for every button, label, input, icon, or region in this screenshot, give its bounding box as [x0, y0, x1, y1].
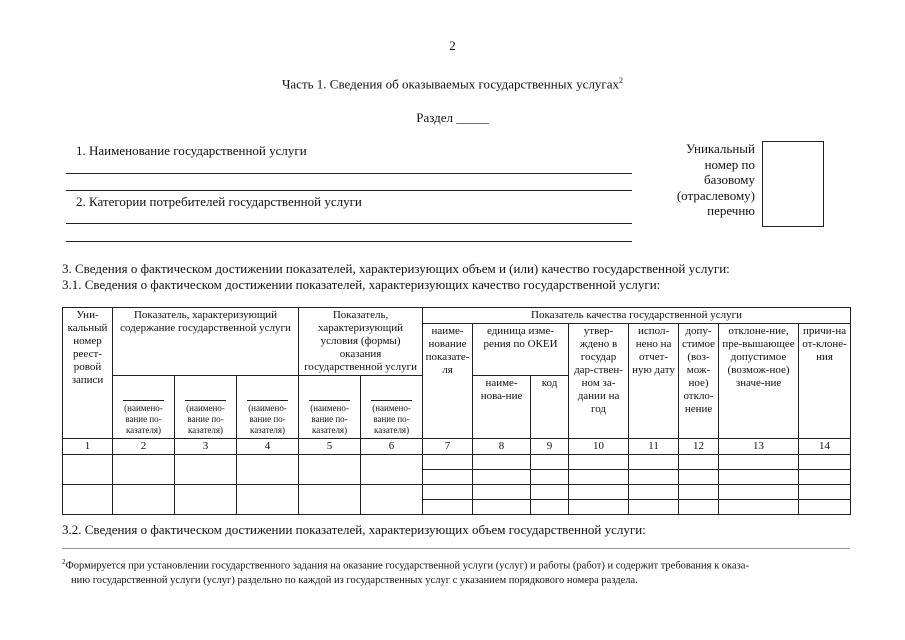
col-number: 12 [679, 439, 719, 455]
table-cell[interactable] [63, 455, 113, 485]
table-cell[interactable] [113, 485, 175, 515]
table-cell[interactable] [679, 470, 719, 485]
table-cell[interactable] [569, 485, 629, 500]
service-name-line-1[interactable] [66, 173, 632, 174]
header-unique-number: Уни-кальный номер реест-ровой записи [63, 308, 113, 439]
table-cell[interactable] [473, 470, 531, 485]
page-number: 2 [449, 38, 456, 53]
footnote-text-2: нию государственной услуги (услуг) раздельно по каждой из государственных услуг с указанием порядкового номера раздела. [71, 574, 638, 586]
col-number: 5 [299, 439, 361, 455]
section-3-heading: 3. Сведения о фактическом достижении показателей, характеризующих объем и (или) качество государственной услуги: [62, 261, 730, 276]
header-content-indicator: Показатель, характеризующий содержание государственной услуги [113, 308, 299, 376]
table-cell[interactable] [531, 485, 569, 500]
unique-code-line: (отраслевому) [676, 187, 755, 203]
table-cell[interactable] [423, 470, 473, 485]
table-cell[interactable] [361, 455, 423, 485]
col-number: 8 [473, 439, 531, 455]
header-unit-name: наиме-нова-ние [473, 376, 531, 439]
header-indicator-name: наиме-нование показате-ля [423, 324, 473, 439]
table-cell[interactable] [629, 470, 679, 485]
table-cell[interactable] [799, 470, 851, 485]
table-row [63, 455, 851, 470]
header-approved: утвер-ждено в государ дар-ствен-ном за-дании на год [569, 324, 629, 439]
table-cell[interactable] [299, 485, 361, 515]
unique-code-line: базовому [704, 172, 755, 187]
table-cell[interactable] [679, 455, 719, 470]
table-cell[interactable] [569, 470, 629, 485]
table-cell[interactable] [473, 500, 531, 515]
table-cell[interactable] [113, 455, 175, 485]
header-exceeding-deviation: отклоне-ние, пре-вышающее допустимое (возмож-ное) значе-ние [719, 324, 799, 439]
subheader-content-1[interactable]: (наимено-вание по-казателя) [113, 376, 175, 439]
subheader-content-3[interactable]: (наимено-вание по-казателя) [237, 376, 299, 439]
table-cell[interactable] [423, 485, 473, 500]
table-cell[interactable] [531, 470, 569, 485]
table-row [63, 485, 851, 500]
col-number: 9 [531, 439, 569, 455]
table-cell[interactable] [473, 455, 531, 470]
col-number: 11 [629, 439, 679, 455]
col-number: 13 [719, 439, 799, 455]
col-number: 6 [361, 439, 423, 455]
part-title-text: Часть 1. Сведения об оказываемых государственных услугах [281, 76, 620, 92]
footnote-text-1: Формируется при установлении государственного задания на оказание государственной услуги (услуг) и работы (работ) и содержит требования к оказа- [65, 560, 749, 572]
quality-indicators-table [62, 307, 851, 515]
table-cell[interactable] [237, 455, 299, 485]
table-cell[interactable] [719, 470, 799, 485]
table-cell[interactable] [629, 455, 679, 470]
subheader-form-2[interactable]: (наимено-вание по-казателя) [361, 376, 423, 439]
unique-code-box[interactable] [762, 141, 824, 227]
header-deviation-reason: причи-на от-клоне-ния [799, 324, 851, 439]
consumer-categories-line-2[interactable] [66, 241, 632, 242]
table-cell[interactable] [63, 485, 113, 515]
header-allowed-deviation: допу-стимое (воз-мож-ное) откло-нение [679, 324, 719, 439]
col-number: 4 [237, 439, 299, 455]
header-unit-code: код [531, 376, 569, 439]
table-cell[interactable] [569, 455, 629, 470]
footnote-line-1 [62, 555, 852, 574]
table-cell[interactable] [361, 485, 423, 515]
table-cell[interactable] [679, 485, 719, 500]
table-cell[interactable] [799, 485, 851, 500]
table-cell[interactable] [679, 500, 719, 515]
part-title [0, 76, 905, 92]
col-number: 14 [799, 439, 851, 455]
subheader-content-2[interactable]: (наимено-вание по-казателя) [175, 376, 237, 439]
col-number: 1 [63, 439, 113, 455]
unique-code-label [640, 141, 755, 219]
header-executed: испол-нено на отчет-ную дату [629, 324, 679, 439]
footnote [62, 555, 852, 588]
header-form-indicator: Показатель, характеризующий условия (формы) оказания государственной услуги [299, 308, 423, 376]
table-cell[interactable] [299, 455, 361, 485]
col-number: 2 [113, 439, 175, 455]
section-label: Раздел _____ [416, 110, 489, 125]
table-cell[interactable] [799, 500, 851, 515]
table-cell[interactable] [531, 500, 569, 515]
footnote-separator [62, 548, 850, 549]
table-cell[interactable] [629, 485, 679, 500]
table-cell[interactable] [719, 455, 799, 470]
table-cell[interactable] [423, 455, 473, 470]
col-number: 7 [423, 439, 473, 455]
service-name-line-2[interactable] [66, 190, 632, 191]
consumer-categories-line-1[interactable] [66, 223, 632, 224]
col-number: 10 [569, 439, 629, 455]
table-cell[interactable] [799, 455, 851, 470]
consumer-categories-label: 2. Категории потребителей государственной услуги [76, 194, 362, 209]
footnote-mark: 2 [619, 76, 624, 85]
section-3-2-heading: 3.2. Сведения о фактическом достижении показателей, характеризующих объем государственной услуги: [62, 522, 646, 537]
table-cell[interactable] [175, 485, 237, 515]
unique-code-line: перечню [707, 203, 755, 218]
table-cell[interactable] [569, 500, 629, 515]
table-cell[interactable] [719, 500, 799, 515]
header-unit-okei: единица изме-рения по ОКЕИ [473, 324, 569, 376]
unique-code-line: Уникальный [685, 141, 755, 156]
footnote-mark: 2 [62, 558, 66, 566]
unique-code-line: номер по [704, 156, 755, 172]
table-cell[interactable] [719, 485, 799, 500]
table-cell[interactable] [423, 500, 473, 515]
table-cell[interactable] [175, 455, 237, 485]
subheader-form-1[interactable]: (наимено-вание по-казателя) [299, 376, 361, 439]
service-name-label: 1. Наименование государственной услуги [76, 143, 307, 158]
table-cell[interactable] [531, 455, 569, 470]
table-cell[interactable] [473, 485, 531, 500]
table-cell[interactable] [629, 500, 679, 515]
col-number: 3 [175, 439, 237, 455]
header-quality-indicator: Показатель качества государственной услуги [423, 308, 851, 324]
section-3-1-heading: 3.1. Сведения о фактическом достижении показателей, характеризующих качество государственной услуги: [62, 277, 661, 292]
table-cell[interactable] [237, 485, 299, 515]
